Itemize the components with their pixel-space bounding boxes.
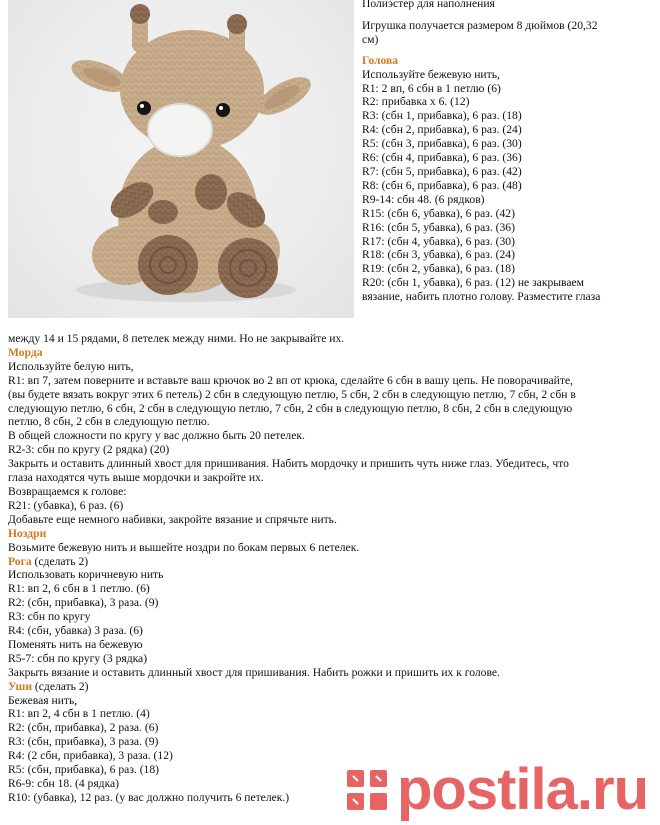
horns-line: R1: вп 2, 6 сбн в 1 петлю. (6)	[8, 582, 150, 596]
muzzle-line: петлю, 8 сбн, 2 сбн в следующую петлю.	[8, 415, 210, 429]
muzzle-line: R2-3: сбн по кругу (2 рядка) (20)	[8, 443, 170, 457]
horns-line: R3: сбн по кругу	[8, 610, 91, 624]
horns-line: R4: (сбн, убавка) 3 раза. (6)	[8, 624, 143, 638]
ears-heading-row	[8, 680, 654, 694]
ears-line: R3: (сбн, прибавка), 3 раза. (9)	[8, 735, 159, 749]
head-rows	[362, 68, 654, 304]
head-row: R1: 2 вп, 6 сбн в 1 петлю (6)	[362, 81, 501, 95]
ears-line: R5: (сбн, прибавка), 6 раз. (18)	[8, 763, 160, 777]
postila-logo-icon	[345, 768, 389, 812]
muzzle-line: Используйте белую нить,	[8, 359, 134, 373]
muzzle-heading: Морда	[8, 345, 43, 359]
horns-line: R2: (сбн, прибавка), 3 раза. (9)	[8, 596, 159, 610]
muzzle-line: глаза находятся чуть выше мордочки и закройте их.	[8, 471, 264, 485]
head-row: R2: прибавка х 6. (12)	[362, 95, 470, 109]
ears-note: (сделать 2)	[32, 679, 89, 693]
head-row: R7: (сбн 5, прибавка), 6 раз. (42)	[362, 164, 522, 178]
muzzle-line: Закрыть и оставить длинный хвост для пришивания. Набить мордочку и пришить чуть ниже глаз. Убедитесь, что	[8, 457, 569, 471]
postila-watermark	[345, 759, 648, 821]
nostrils-heading: Ноздри	[8, 526, 47, 540]
horns-heading-row	[8, 555, 654, 569]
head-row: R4: (сбн 2, прибавка), 6 раз. (24)	[362, 123, 522, 137]
head-row: R6: (сбн 4, прибавка), 6 раз. (36)	[362, 151, 522, 165]
nostrils-line: Возьмите бежевую нить и вышейте ноздри по бокам первых 6 петелек.	[8, 540, 360, 554]
ears-line: R1: вп 2, 4 сбн в 1 петлю. (4)	[8, 707, 150, 721]
head-row: R18: (сбн 3, убавка), 6 раз. (24)	[362, 248, 515, 262]
head-row: R5: (сбн 3, прибавка), 6 раз. (30)	[362, 137, 522, 151]
ears-line: R2: (сбн, прибавка), 2 раза. (6)	[8, 721, 159, 735]
horns-heading: Рога	[8, 554, 32, 568]
horns-note: (сделать 2)	[31, 554, 89, 568]
horns-line: Закрыть вязание и оставить длинный хвост для пришивания. Набить рожки и пришить их к голове.	[8, 665, 500, 679]
ears-heading: Уши	[8, 679, 33, 693]
muzzle-line: Добавьте еще немного набивки, закройте вязание и спрячьте нить.	[8, 512, 337, 526]
size-line-cont: см)	[362, 32, 379, 46]
materials-line: Полиэстер для наполнения	[362, 0, 495, 10]
head-row: R15: (сбн 6, убавка), 6 раз. (42)	[362, 206, 515, 220]
horns-line: Использовать коричневую нить	[8, 568, 164, 582]
muzzle-line: Возвращаемся к голове:	[8, 484, 127, 498]
head-row: R9-14: сбн 48. (6 рядков)	[362, 192, 485, 206]
muzzle-line: R1: вп 7, затем поверните и вставьте ваш крючок во 2 вп от крюка, сделайте 6 сбн в вашу цепь. Не поворачивайте,	[8, 373, 573, 387]
ears-line: Бежевая нить,	[8, 693, 78, 707]
muzzle-line: следующую петлю, 6 сбн, 2 сбн в следующую петлю, 7 сбн, 2 сбн в следующую петлю, 8 сбн, 2 сбн в следующую	[8, 401, 573, 415]
pattern-body	[8, 332, 654, 805]
toy-photo	[8, 0, 354, 318]
watermark-text: postila.ru	[396, 757, 648, 822]
size-line: Игрушка получается размером 8 дюймов (20,32	[362, 18, 598, 32]
head-heading: Голова	[362, 53, 399, 67]
head-row: R16: (сбн 5, убавка), 6 раз. (36)	[362, 220, 515, 234]
ears-line: R10: (убавка), 12 раз. (у вас должно получить 6 петелек.)	[8, 790, 290, 804]
horns-line: Поменять нить на бежевую	[8, 637, 143, 651]
ears-line: R4: (2 сбн, прибавка), 3 раза. (12)	[8, 749, 173, 763]
head-row: R20: (сбн 1, убавка), 6 раз. (12) не закрываем	[362, 276, 584, 290]
muzzle-line: (вы будете вязать вокруг этих 6 петель) 2 сбн в следующую петлю, 5 сбн, 2 сбн в следующую петлю, 7 сбн, 2 сбн в	[8, 387, 576, 401]
head-row: Используйте бежевую нить,	[362, 67, 500, 81]
head-row: R17: (сбн 4, убавка), 6 раз. (30)	[362, 234, 515, 248]
muzzle-line: R21: (убавка), 6 раз. (6)	[8, 498, 124, 512]
head-row: вязание, набить плотно голову. Разместите глаза	[362, 290, 601, 304]
head-row: R19: (сбн 2, убавка), 6 раз. (18)	[362, 262, 515, 276]
head-row: R8: (сбн 6, прибавка), 6 раз. (48)	[362, 178, 522, 192]
head-continuation: между 14 и 15 рядами, 8 петелек между ними. Но не закрывайте их.	[8, 332, 345, 345]
ears-line: R6-9: сбн 18. (4 рядка)	[8, 777, 120, 790]
giraffe-illustration	[8, 0, 354, 318]
muzzle-line: В общей сложности по кругу у вас должно быть 20 петелек.	[8, 429, 305, 443]
right-column	[362, 0, 654, 304]
head-row: R3: (сбн 1, прибавка), 6 раз. (18)	[362, 109, 522, 123]
horns-line: R5-7: сбн по кругу (3 рядка)	[8, 651, 148, 665]
